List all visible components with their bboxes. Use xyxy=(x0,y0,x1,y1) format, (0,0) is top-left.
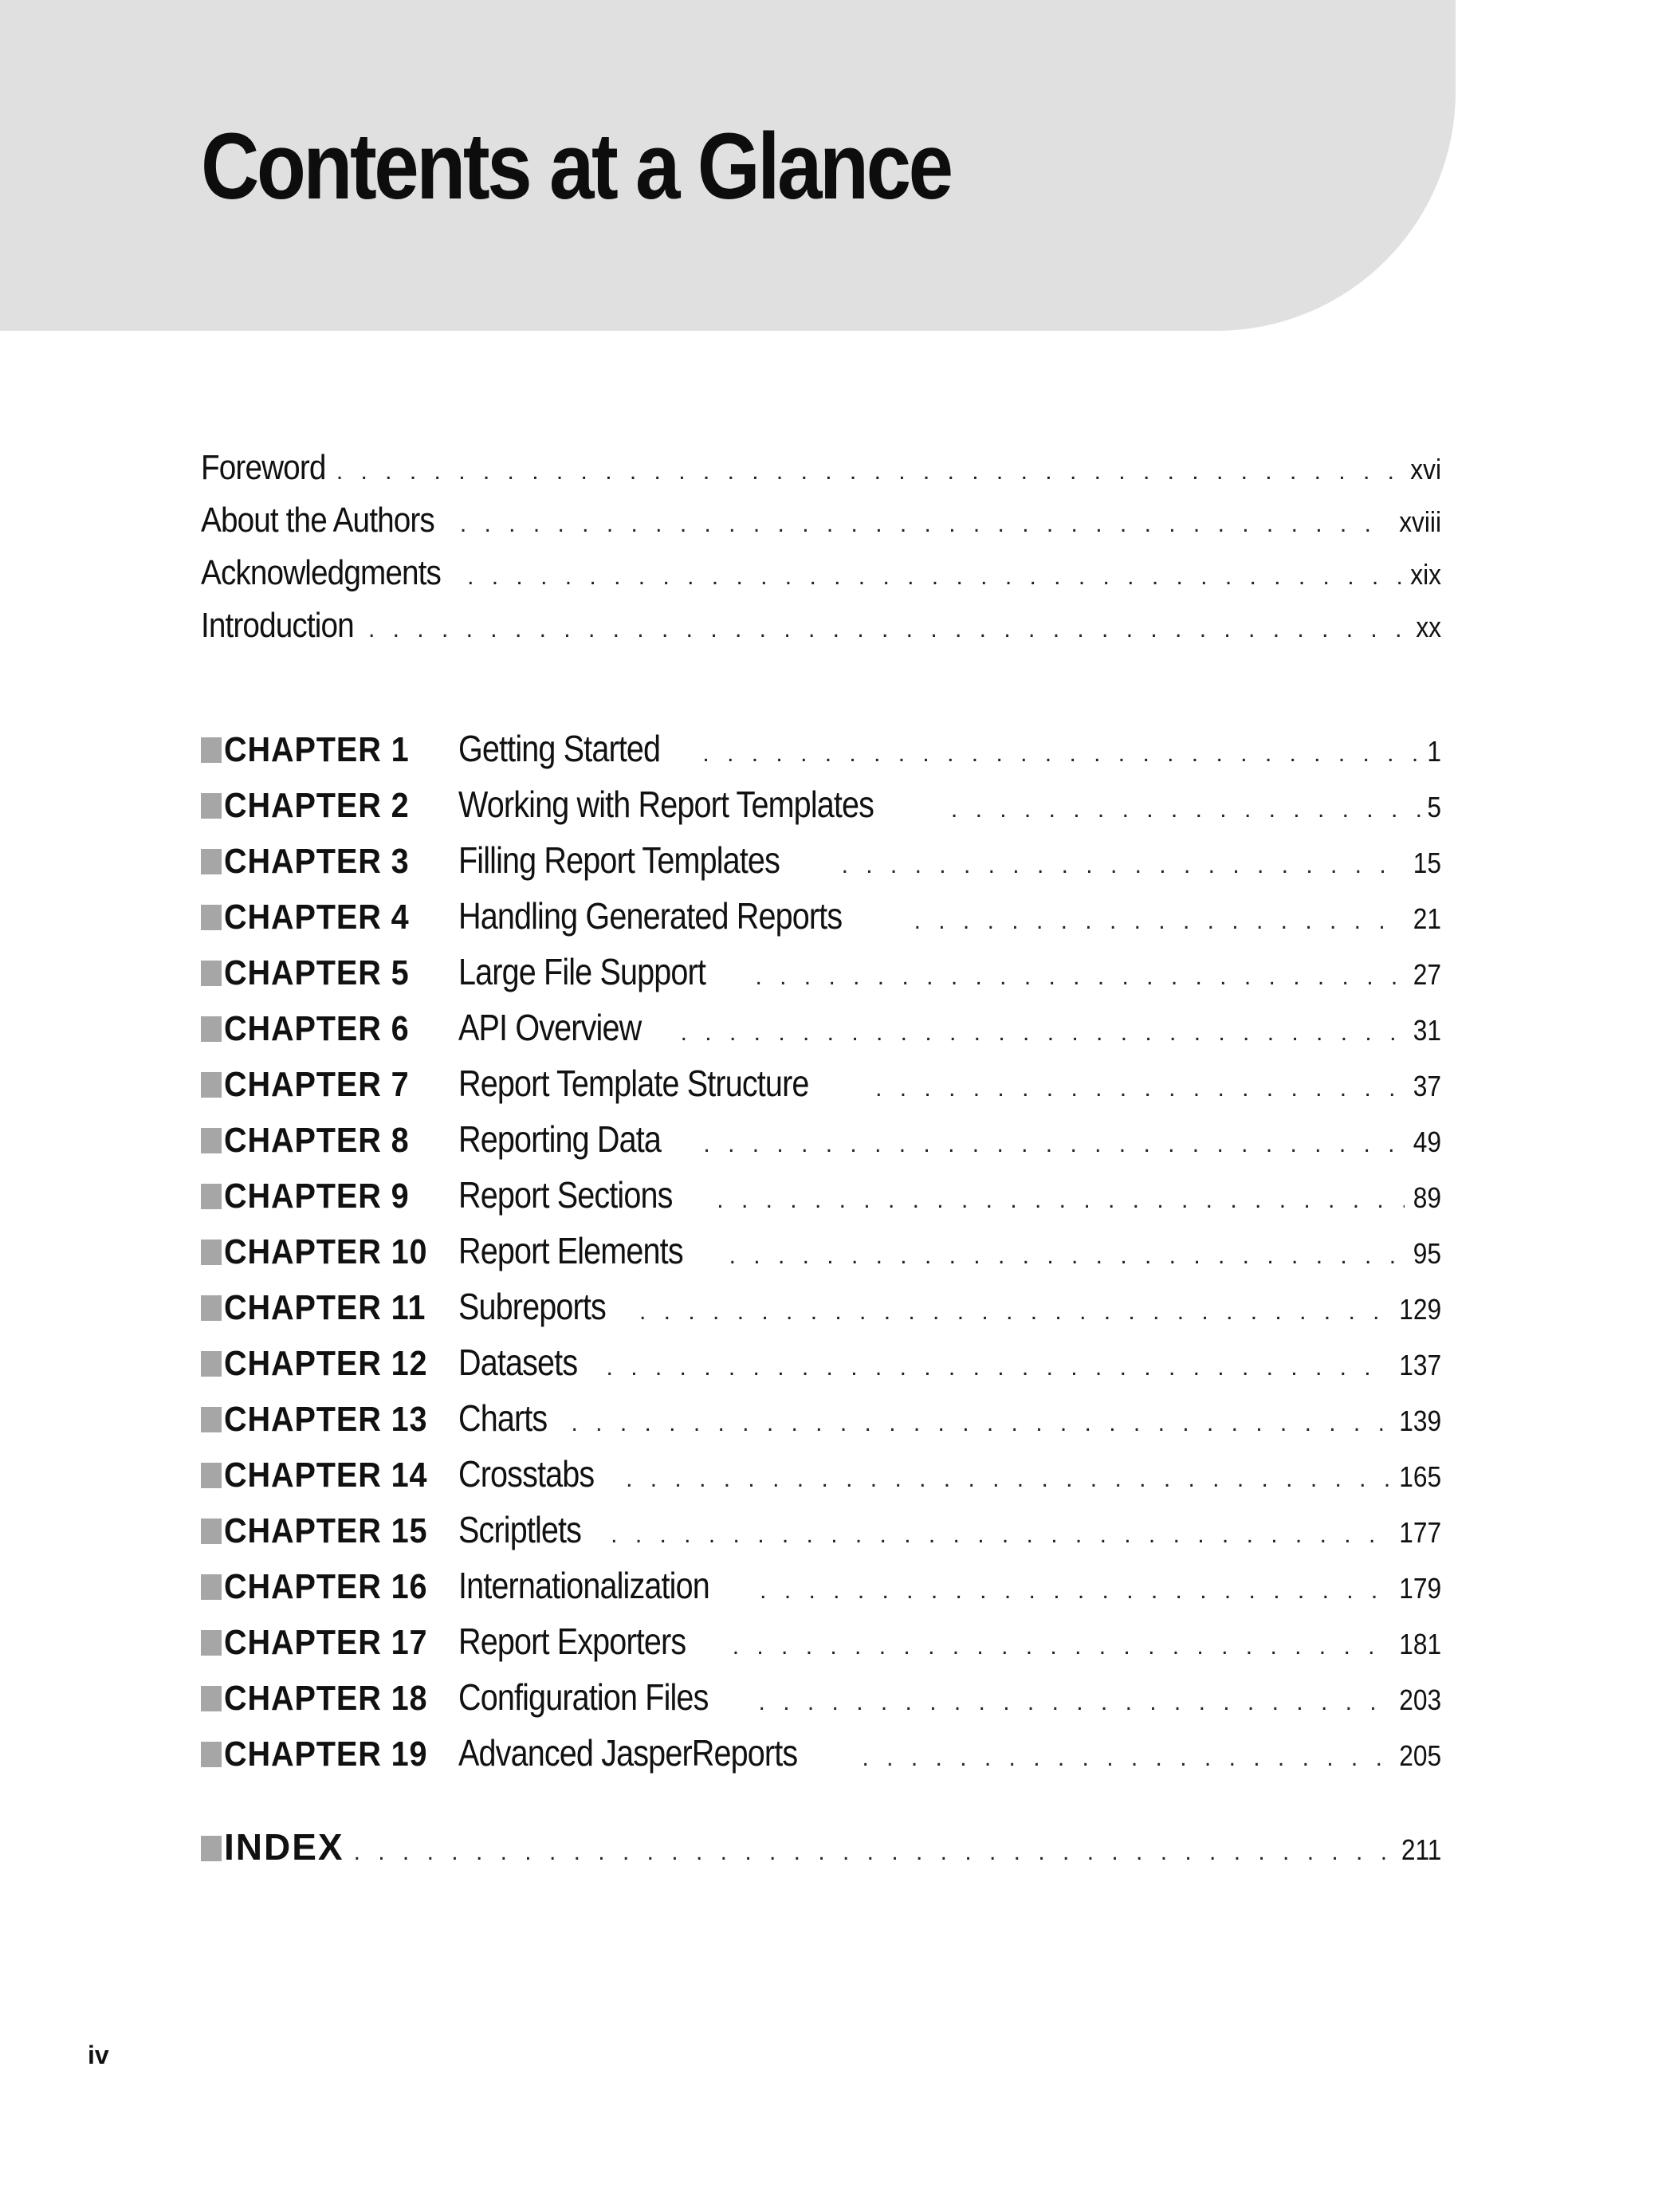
toc-page-number: 211 xyxy=(1401,1833,1441,1866)
toc-entry-title: Acknowledgments xyxy=(201,553,442,592)
toc-page-number: 181 xyxy=(1399,1628,1441,1660)
toc-entry-title: Foreword xyxy=(201,448,326,487)
toc-page-number: 5 xyxy=(1427,791,1441,823)
chapter-marker-icon xyxy=(201,1295,222,1321)
toc-page-number: 37 xyxy=(1413,1070,1441,1102)
chapter-marker-icon xyxy=(201,1128,222,1153)
chapter-title: Large File Support xyxy=(458,951,705,992)
leader-dots xyxy=(951,798,1421,822)
chapter-marker-icon xyxy=(201,793,222,819)
chapter-label: CHAPTER 5 xyxy=(201,953,458,993)
toc-chapter-7[interactable] xyxy=(201,1062,1441,1106)
chapter-label: CHAPTER 7 xyxy=(201,1065,458,1105)
chapter-title: Configuration Files xyxy=(458,1676,709,1718)
toc-page-number: 1 xyxy=(1427,735,1441,768)
chapter-title: Report Elements xyxy=(458,1230,683,1271)
chapter-marker-icon xyxy=(201,1072,222,1098)
chapter-marker-icon xyxy=(201,737,222,763)
toc-chapter-6[interactable] xyxy=(201,1006,1441,1051)
leader-dots xyxy=(368,618,1408,642)
leader-dots xyxy=(354,1841,1391,1864)
toc-page-number: 129 xyxy=(1399,1293,1441,1326)
chapter-marker-icon xyxy=(201,1184,222,1209)
leader-dots xyxy=(842,854,1405,878)
page-folio: iv xyxy=(88,2041,109,2069)
chapter-title: Handling Generated Reports xyxy=(458,895,843,937)
toc-chapter-11[interactable] xyxy=(201,1285,1441,1330)
chapter-marker-icon xyxy=(201,1351,222,1377)
chapter-marker-icon xyxy=(201,961,222,986)
chapter-label: CHAPTER 9 xyxy=(201,1177,458,1216)
chapter-title: Charts xyxy=(458,1397,548,1439)
toc-chapter-5[interactable] xyxy=(201,950,1441,995)
chapter-marker-icon xyxy=(201,1574,222,1600)
chapter-title: Working with Report Templates xyxy=(458,784,874,825)
toc-chapter-17[interactable] xyxy=(201,1620,1441,1664)
chapter-label: CHAPTER 16 xyxy=(201,1567,458,1607)
chapter-marker-icon xyxy=(201,1630,222,1656)
toc-page-number: 21 xyxy=(1413,902,1441,935)
chapter-label: CHAPTER 12 xyxy=(201,1344,458,1384)
toc-entry-title: Introduction xyxy=(201,606,354,645)
leader-dots xyxy=(755,965,1405,989)
toc-chapter-4[interactable] xyxy=(201,894,1441,939)
chapter-title: Subreports xyxy=(458,1286,606,1327)
chapter-marker-icon xyxy=(201,1686,222,1711)
leader-dots xyxy=(729,1244,1405,1268)
chapter-title: API Overview xyxy=(458,1007,642,1048)
chapter-label: CHAPTER 15 xyxy=(201,1511,458,1551)
chapter-title: Filling Report Templates xyxy=(458,839,780,881)
toc-entry-introduction[interactable] xyxy=(201,606,1441,650)
chapter-label: CHAPTER 11 xyxy=(201,1288,458,1328)
leader-dots xyxy=(703,1133,1405,1157)
chapter-marker-icon xyxy=(201,849,222,874)
leader-dots xyxy=(607,1356,1389,1380)
toc-entry-about-the-authors[interactable] xyxy=(201,501,1441,545)
toc-chapter-14[interactable] xyxy=(201,1452,1441,1497)
chapter-marker-icon xyxy=(201,1016,222,1042)
chapter-label: CHAPTER 4 xyxy=(201,898,458,937)
chapter-title: Report Sections xyxy=(458,1174,673,1216)
chapter-title: Getting Started xyxy=(458,728,661,769)
toc-page-number: xviii xyxy=(1399,505,1441,538)
leader-dots xyxy=(639,1300,1389,1324)
leader-dots xyxy=(863,1746,1389,1770)
toc-chapter-1[interactable] xyxy=(201,727,1441,772)
leader-dots xyxy=(702,742,1421,766)
leader-dots xyxy=(681,1021,1405,1045)
chapter-label: CHAPTER 18 xyxy=(201,1679,458,1719)
toc-page-number: 177 xyxy=(1399,1516,1441,1549)
toc-chapter-16[interactable] xyxy=(201,1564,1441,1609)
toc-page-number: 179 xyxy=(1399,1572,1441,1605)
leader-dots xyxy=(460,513,1389,536)
chapter-label: CHAPTER 8 xyxy=(201,1121,458,1161)
chapter-label: CHAPTER 2 xyxy=(201,786,458,826)
chapter-marker-icon xyxy=(201,905,222,930)
leader-dots xyxy=(914,910,1405,933)
chapter-label: CHAPTER 17 xyxy=(201,1623,458,1663)
leader-dots xyxy=(759,1691,1389,1715)
toc-chapter-13[interactable] xyxy=(201,1397,1441,1441)
toc-page-number: 89 xyxy=(1413,1181,1441,1214)
chapter-marker-icon xyxy=(201,1519,222,1544)
chapter-marker-icon xyxy=(201,1836,222,1861)
chapter-marker-icon xyxy=(201,1240,222,1265)
toc-chapter-2[interactable] xyxy=(201,783,1441,827)
leader-dots xyxy=(733,1635,1389,1659)
chapter-marker-icon xyxy=(201,1407,222,1432)
chapter-marker-icon xyxy=(201,1463,222,1488)
chapter-label: CHAPTER 6 xyxy=(201,1009,458,1049)
toc-entry-foreword[interactable] xyxy=(201,448,1441,493)
leader-dots xyxy=(875,1077,1405,1101)
chapter-title: Reporting Data xyxy=(458,1118,662,1160)
toc-chapter-18[interactable] xyxy=(201,1676,1441,1720)
chapter-label: CHAPTER 14 xyxy=(201,1456,458,1495)
chapter-marker-icon xyxy=(201,1742,222,1767)
chapter-title: Datasets xyxy=(458,1342,578,1383)
toc-page-number: 203 xyxy=(1399,1684,1441,1716)
toc-entry-acknowledgments[interactable] xyxy=(201,553,1441,598)
toc-page-number: 15 xyxy=(1413,847,1441,879)
toc-chapter-10[interactable] xyxy=(201,1229,1441,1274)
toc-page-number: 165 xyxy=(1399,1460,1441,1493)
chapter-label: CHAPTER 19 xyxy=(201,1735,458,1774)
leader-dots xyxy=(336,460,1401,484)
chapter-label: CHAPTER 13 xyxy=(201,1400,458,1440)
toc-chapter-12[interactable] xyxy=(201,1341,1441,1385)
toc-page-number: 205 xyxy=(1399,1739,1441,1772)
toc-page-number: xix xyxy=(1410,558,1441,591)
chapter-label: CHAPTER 10 xyxy=(201,1232,458,1272)
toc-chapter-9[interactable] xyxy=(201,1173,1441,1218)
chapter-title: Advanced JasperReports xyxy=(458,1732,798,1774)
leader-dots xyxy=(611,1523,1389,1547)
leader-dots xyxy=(717,1189,1405,1212)
page-title: Contents at a Glance xyxy=(201,114,951,219)
toc-page-number: xvi xyxy=(1410,453,1441,485)
leader-dots xyxy=(571,1412,1388,1436)
chapter-label: CHAPTER 3 xyxy=(201,842,458,882)
leader-dots xyxy=(626,1467,1389,1491)
toc-page-number: 139 xyxy=(1399,1405,1441,1437)
chapter-label: CHAPTER 1 xyxy=(201,730,458,770)
toc-chapter-3[interactable] xyxy=(201,839,1441,883)
toc-chapter-8[interactable] xyxy=(201,1118,1441,1162)
toc-page-number: 31 xyxy=(1413,1014,1441,1047)
toc-page-number: 95 xyxy=(1413,1237,1441,1270)
toc-chapter-15[interactable] xyxy=(201,1508,1441,1553)
toc-page-number: 27 xyxy=(1413,958,1441,991)
leader-dots xyxy=(760,1579,1389,1603)
toc-page-number: 49 xyxy=(1413,1126,1441,1158)
toc-page-number: xx xyxy=(1416,611,1441,643)
leader-dots xyxy=(467,565,1401,589)
toc-page-number: 137 xyxy=(1399,1349,1441,1381)
toc-entry-title: About the Authors xyxy=(201,501,434,540)
toc-chapter-19[interactable] xyxy=(201,1731,1441,1776)
chapter-title: Scriptlets xyxy=(458,1509,582,1550)
index-label: INDEX xyxy=(201,1825,344,1868)
chapter-title: Internationalization xyxy=(458,1565,709,1606)
chapter-title: Report Template Structure xyxy=(458,1063,809,1104)
toc-entry-index[interactable] xyxy=(201,1825,1441,1870)
chapter-title: Report Exporters xyxy=(458,1621,686,1662)
chapter-title: Crosstabs xyxy=(458,1453,595,1495)
